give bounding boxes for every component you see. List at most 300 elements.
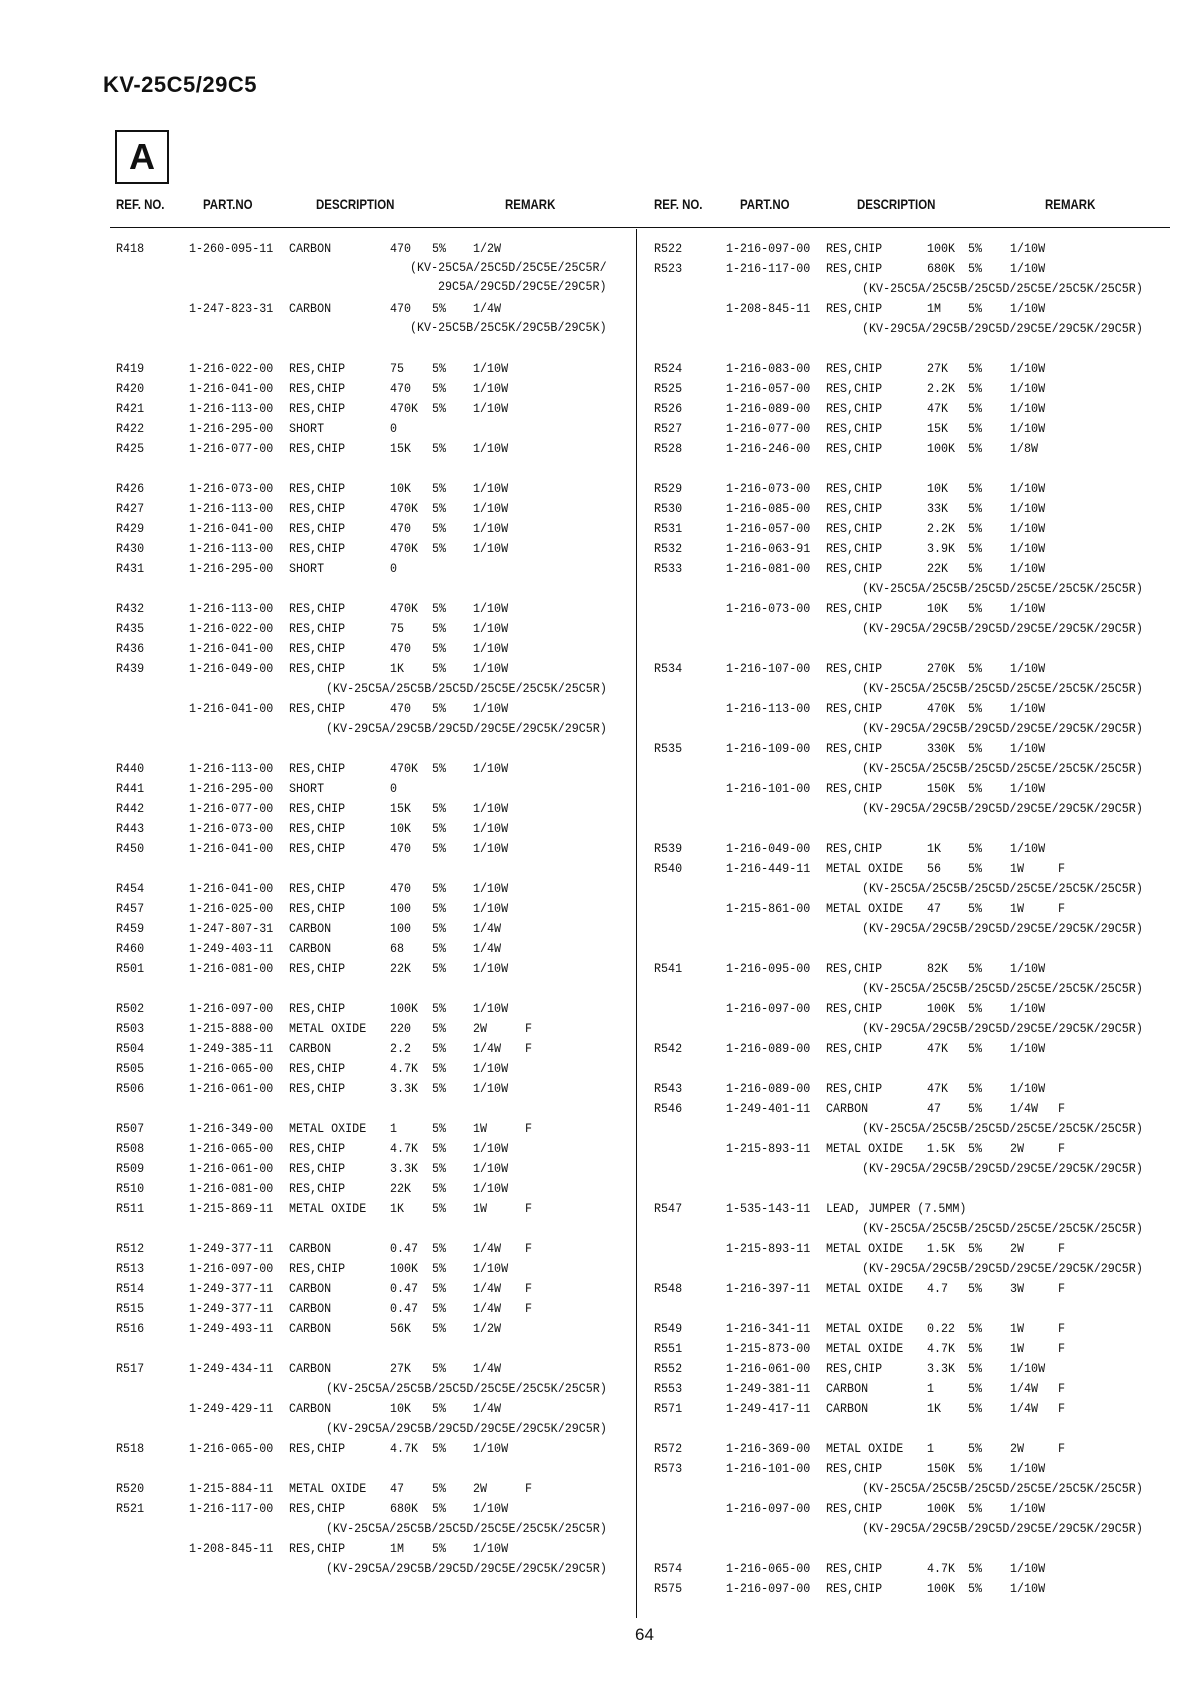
tolerance: 5% (431, 1481, 447, 1496)
tolerance: 5% (431, 901, 447, 916)
value: 82K (926, 961, 949, 976)
remark-line: (KV-25C5A/25C5B/25C5D/25C5E/25C5K/25C5R) (862, 761, 1143, 776)
part-number: 1-216-097-00 (188, 1261, 274, 1276)
remark-line: (KV-25C5A/25C5B/25C5D/25C5E/25C5K/25C5R) (326, 1381, 607, 1396)
power-rating: 1/10W (1009, 1001, 1046, 1016)
description: CARBON (288, 1361, 332, 1376)
power-rating: 1/10W (472, 761, 509, 776)
ref-number: R422 (116, 421, 145, 436)
part-number: 1-216-295-00 (188, 561, 274, 576)
tolerance: 5% (431, 361, 447, 376)
fuse-flag: F (524, 1481, 533, 1496)
description: RES,CHIP (825, 1081, 883, 1096)
value: 470 (389, 881, 412, 896)
power-rating: 1/4W (472, 921, 502, 936)
description: RES,CHIP (825, 361, 883, 376)
tolerance: 5% (431, 1281, 447, 1296)
power-rating: 1/10W (1009, 381, 1046, 396)
description: RES,CHIP (825, 381, 883, 396)
power-rating: 1/4W (472, 1041, 502, 1056)
ref-number: R503 (116, 1021, 145, 1036)
tolerance: 5% (967, 781, 983, 796)
tolerance: 5% (431, 701, 447, 716)
part-number: 1-215-893-11 (726, 1241, 811, 1256)
tolerance: 5% (431, 1321, 447, 1336)
value: 75 (389, 621, 405, 636)
tolerance: 5% (431, 301, 447, 316)
part-number: 1-216-109-00 (726, 741, 811, 756)
ref-number: R541 (654, 961, 683, 976)
tolerance: 5% (431, 621, 447, 636)
power-rating: 1/10W (472, 541, 509, 556)
power-rating: 1/10W (472, 1261, 509, 1276)
part-number: 1-215-888-00 (188, 1021, 274, 1036)
fuse-flag: F (1057, 1281, 1066, 1296)
description: CARBON (288, 1301, 332, 1316)
part-number: 1-249-403-11 (188, 941, 274, 956)
description: RES,CHIP (288, 1141, 346, 1156)
remark-line: (KV-25C5A/25C5D/25C5E/25C5R/ (410, 260, 607, 275)
value: 1.5K (926, 1241, 956, 1256)
tolerance: 5% (967, 261, 983, 276)
tolerance: 5% (967, 961, 983, 976)
remark-line: (KV-29C5A/29C5B/29C5D/29C5E/29C5K/29C5R) (326, 1561, 607, 1576)
part-number: 1-216-083-00 (726, 361, 811, 376)
tolerance: 5% (967, 1381, 983, 1396)
header-rule (110, 227, 1170, 228)
ref-number: R512 (116, 1241, 145, 1256)
ref-number: R543 (654, 1081, 683, 1096)
tolerance: 5% (431, 1541, 447, 1556)
value: 47K (926, 401, 949, 416)
tolerance: 5% (431, 661, 447, 676)
ref-number: R443 (116, 821, 145, 836)
ref-number: R507 (116, 1121, 145, 1136)
description: RES,CHIP (288, 1441, 346, 1456)
power-rating: 1/10W (1009, 501, 1046, 516)
value: 47 (926, 901, 942, 916)
power-rating: 1/10W (1009, 1041, 1046, 1056)
power-rating: 1/10W (1009, 661, 1046, 676)
part-number: 1-216-077-00 (188, 441, 274, 456)
power-rating: 1/10W (1009, 401, 1046, 416)
power-rating: 2W (472, 1021, 488, 1036)
column-header-ref: REF. NO. (116, 196, 165, 212)
description: SHORT (288, 781, 325, 796)
part-number: 1-216-061-00 (188, 1081, 274, 1096)
tolerance: 5% (967, 521, 983, 536)
part-number: 1-216-041-00 (188, 641, 274, 656)
ref-number: R508 (116, 1141, 145, 1156)
part-number: 1-216-022-00 (188, 361, 274, 376)
part-number: 1-216-246-00 (726, 441, 811, 456)
description: RES,CHIP (288, 401, 346, 416)
value: 22K (926, 561, 949, 576)
ref-number: R549 (654, 1321, 683, 1336)
ref-number: R510 (116, 1181, 145, 1196)
ref-number: R533 (654, 561, 683, 576)
value: 330K (926, 741, 956, 756)
power-rating: 1/10W (1009, 601, 1046, 616)
fuse-flag: F (1057, 861, 1066, 876)
part-number: 1-216-065-00 (726, 1561, 811, 1576)
description: RES,CHIP (288, 661, 346, 676)
ref-number: R553 (654, 1381, 683, 1396)
value: 2.2 (389, 1041, 412, 1056)
description: RES,CHIP (825, 601, 883, 616)
description: RES,CHIP (825, 661, 883, 676)
ref-number: R527 (654, 421, 683, 436)
power-rating: 1/10W (1009, 361, 1046, 376)
remark-line: (KV-29C5A/29C5B/29C5D/29C5E/29C5K/29C5R) (326, 1421, 607, 1436)
tolerance: 5% (967, 561, 983, 576)
value: 220 (389, 1021, 412, 1036)
part-number: 1-216-022-00 (188, 621, 274, 636)
tolerance: 5% (967, 741, 983, 756)
value: 470K (389, 541, 419, 556)
part-number: 1-216-081-00 (188, 1181, 274, 1196)
power-rating: 2W (472, 1481, 488, 1496)
tolerance: 5% (967, 1101, 983, 1116)
fuse-flag: F (524, 1301, 533, 1316)
power-rating: 1/4W (1009, 1381, 1039, 1396)
power-rating: 1W (1009, 901, 1025, 916)
power-rating: 2W (1009, 1141, 1025, 1156)
ref-number: R528 (654, 441, 683, 456)
value: 15K (926, 421, 949, 436)
power-rating: 1/10W (472, 361, 509, 376)
column-header-remark-right: REMARK (1045, 196, 1096, 212)
value: 150K (926, 1461, 956, 1476)
ref-number: R573 (654, 1461, 683, 1476)
description: RES,CHIP (825, 481, 883, 496)
power-rating: 1/10W (472, 1181, 509, 1196)
fuse-flag: F (1057, 1401, 1066, 1416)
fuse-flag: F (1057, 901, 1066, 916)
tolerance: 5% (967, 1281, 983, 1296)
value: 470K (389, 401, 419, 416)
tolerance: 5% (431, 941, 447, 956)
part-number: 1-216-107-00 (726, 661, 811, 676)
tolerance: 5% (431, 921, 447, 936)
tolerance: 5% (431, 1081, 447, 1096)
ref-number: R419 (116, 361, 145, 376)
power-rating: 1/10W (472, 381, 509, 396)
value: 10K (389, 1401, 412, 1416)
tolerance: 5% (431, 1201, 447, 1216)
part-number: 1-215-861-00 (726, 901, 811, 916)
fuse-flag: F (524, 1021, 533, 1036)
tolerance: 5% (967, 241, 983, 256)
power-rating: 1/10W (472, 961, 509, 976)
tolerance: 5% (431, 761, 447, 776)
value: 1K (926, 841, 942, 856)
ref-number: R440 (116, 761, 145, 776)
power-rating: 1/10W (1009, 1461, 1046, 1476)
tolerance: 5% (431, 841, 447, 856)
description: RES,CHIP (825, 961, 883, 976)
part-number: 1-247-807-31 (188, 921, 274, 936)
ref-number: R432 (116, 601, 145, 616)
ref-number: R530 (654, 501, 683, 516)
part-number: 1-247-823-31 (188, 301, 274, 316)
description: CARBON (288, 1041, 332, 1056)
remark-line: (KV-25C5A/25C5B/25C5D/25C5E/25C5K/25C5R) (326, 1521, 607, 1536)
remark-line: (KV-29C5A/29C5B/29C5D/29C5E/29C5K/29C5R) (862, 1021, 1143, 1036)
power-rating: 1/4W (472, 1241, 502, 1256)
tolerance: 5% (431, 521, 447, 536)
power-rating: 1/10W (1009, 561, 1046, 576)
description: METAL OXIDE (825, 1321, 904, 1336)
tolerance: 5% (967, 481, 983, 496)
fuse-flag: F (524, 1241, 533, 1256)
power-rating: 1/10W (472, 441, 509, 456)
column-divider (636, 229, 637, 1618)
remark-line: (KV-29C5A/29C5B/29C5D/29C5E/29C5K/29C5R) (862, 621, 1143, 636)
description: RES,CHIP (825, 1041, 883, 1056)
ref-number: R516 (116, 1321, 145, 1336)
description: RES,CHIP (288, 621, 346, 636)
part-number: 1-216-061-00 (726, 1361, 811, 1376)
column-header-description-right: DESCRIPTION (857, 196, 936, 212)
tolerance: 5% (967, 1441, 983, 1456)
value: 470 (389, 241, 412, 256)
value: 27K (389, 1361, 412, 1376)
part-number: 1-215-869-11 (188, 1201, 274, 1216)
description: RES,CHIP (288, 501, 346, 516)
tolerance: 5% (967, 1081, 983, 1096)
description: RES,CHIP (288, 1001, 346, 1016)
tolerance: 5% (431, 1021, 447, 1036)
description: CARBON (288, 1281, 332, 1296)
description: RES,CHIP (825, 261, 883, 276)
value: 100K (389, 1261, 419, 1276)
value: 22K (389, 961, 412, 976)
part-number: 1-216-117-00 (726, 261, 811, 276)
part-number: 1-249-381-11 (726, 1381, 811, 1396)
remark-line: (KV-25C5A/25C5B/25C5D/25C5E/25C5K/25C5R) (862, 681, 1143, 696)
value: 150K (926, 781, 956, 796)
tolerance: 5% (967, 601, 983, 616)
part-number: 1-216-057-00 (726, 381, 811, 396)
power-rating: 1/10W (472, 401, 509, 416)
part-number: 1-216-295-00 (188, 781, 274, 796)
part-number: 1-215-893-11 (726, 1141, 811, 1156)
tolerance: 5% (431, 1181, 447, 1196)
tolerance: 5% (431, 821, 447, 836)
description: RES,CHIP (288, 961, 346, 976)
value: 4.7K (926, 1561, 956, 1576)
description: CARBON (825, 1101, 869, 1116)
power-rating: 1/10W (472, 1541, 509, 1556)
description: CARBON (288, 301, 332, 316)
value: 0 (389, 561, 398, 576)
description: RES,CHIP (288, 521, 346, 536)
ref-number: R515 (116, 1301, 145, 1316)
tolerance: 5% (967, 1561, 983, 1576)
ref-number: R439 (116, 661, 145, 676)
section-label: A (115, 130, 169, 184)
tolerance: 5% (967, 421, 983, 436)
part-number: 1-216-041-00 (188, 841, 274, 856)
power-rating: 2W (1009, 1441, 1025, 1456)
column-header-ref-right: REF. NO. (654, 196, 703, 212)
part-number: 1-249-377-11 (188, 1301, 274, 1316)
part-number: 1-216-295-00 (188, 421, 274, 436)
description: RES,CHIP (288, 841, 346, 856)
value: 2.2K (926, 521, 956, 536)
ref-number: R514 (116, 1281, 145, 1296)
ref-number: R460 (116, 941, 145, 956)
description: RES,CHIP (825, 1581, 883, 1596)
part-number: 1-260-095-11 (188, 241, 274, 256)
tolerance: 5% (967, 1581, 983, 1596)
part-number: 1-216-041-00 (188, 381, 274, 396)
value: 47K (926, 1081, 949, 1096)
ref-number: R459 (116, 921, 145, 936)
fuse-flag: F (1057, 1101, 1066, 1116)
remark-line: (KV-25C5A/25C5B/25C5D/25C5E/25C5K/25C5R) (862, 281, 1143, 296)
part-number: 1-216-113-00 (188, 541, 274, 556)
part-number: 1-216-097-00 (188, 1001, 274, 1016)
ref-number: R431 (116, 561, 145, 576)
column-header-description: DESCRIPTION (316, 196, 395, 212)
description: CARBON (288, 1321, 332, 1336)
part-number: 1-216-073-00 (188, 821, 274, 836)
remark-line: (KV-29C5A/29C5B/29C5D/29C5E/29C5K/29C5R) (862, 1261, 1143, 1276)
fuse-flag: F (1057, 1241, 1066, 1256)
ref-number: R518 (116, 1441, 145, 1456)
power-rating: 1/10W (1009, 1581, 1046, 1596)
remark-line: (KV-29C5A/29C5B/29C5D/29C5E/29C5K/29C5R) (862, 321, 1143, 336)
description: METAL OXIDE (825, 1241, 904, 1256)
fuse-flag: F (524, 1281, 533, 1296)
remark-line: (KV-29C5A/29C5B/29C5D/29C5E/29C5K/29C5R) (862, 801, 1143, 816)
power-rating: 1/10W (1009, 1561, 1046, 1576)
part-number: 1-208-845-11 (726, 301, 811, 316)
power-rating: 1/4W (472, 1361, 502, 1376)
description: RES,CHIP (288, 1081, 346, 1096)
value: 1K (389, 1201, 405, 1216)
power-rating: 1/10W (472, 841, 509, 856)
ref-number: R539 (654, 841, 683, 856)
description: RES,CHIP (825, 1561, 883, 1576)
remark-line: (KV-25C5A/25C5B/25C5D/25C5E/25C5K/25C5R) (862, 981, 1143, 996)
description: CARBON (288, 1401, 332, 1416)
value: 1M (389, 1541, 405, 1556)
value: 15K (389, 801, 412, 816)
power-rating: 1/10W (1009, 481, 1046, 496)
part-number: 1-249-429-11 (188, 1401, 274, 1416)
part-number: 1-216-073-00 (726, 601, 811, 616)
ref-number: R548 (654, 1281, 683, 1296)
part-number: 1-208-845-11 (188, 1541, 274, 1556)
part-number: 1-216-089-00 (726, 1081, 811, 1096)
remark-line: (KV-29C5A/29C5B/29C5D/29C5E/29C5K/29C5R) (862, 1521, 1143, 1536)
part-number: 1-216-089-00 (726, 401, 811, 416)
description: RES,CHIP (288, 1261, 346, 1276)
ref-number: R532 (654, 541, 683, 556)
power-rating: 1/10W (472, 661, 509, 676)
power-rating: 1/10W (1009, 421, 1046, 436)
tolerance: 5% (431, 1361, 447, 1376)
description: RES,CHIP (288, 1501, 346, 1516)
power-rating: 1/10W (472, 601, 509, 616)
ref-number: R509 (116, 1161, 145, 1176)
value: 470 (389, 701, 412, 716)
part-number: 1-216-049-00 (188, 661, 274, 676)
power-rating: 1/10W (472, 701, 509, 716)
description: RES,CHIP (825, 1361, 883, 1376)
tolerance: 5% (967, 1321, 983, 1336)
part-number: 1-216-081-00 (726, 561, 811, 576)
description: METAL OXIDE (288, 1021, 367, 1036)
ref-number: R534 (654, 661, 683, 676)
description: CARBON (288, 941, 332, 956)
description: METAL OXIDE (288, 1201, 367, 1216)
part-number: 1-216-101-00 (726, 781, 811, 796)
power-rating: 1/10W (1009, 241, 1046, 256)
ref-number: R425 (116, 441, 145, 456)
value: 3.9K (926, 541, 956, 556)
tolerance: 5% (967, 1241, 983, 1256)
power-rating: 1/10W (472, 1061, 509, 1076)
part-number: 1-215-884-11 (188, 1481, 274, 1496)
tolerance: 5% (967, 361, 983, 376)
power-rating: 1/10W (1009, 1081, 1046, 1096)
part-number: 1-216-065-00 (188, 1061, 274, 1076)
ref-number: R457 (116, 901, 145, 916)
value: 22K (389, 1181, 412, 1196)
power-rating: 1/10W (1009, 741, 1046, 756)
tolerance: 5% (431, 1401, 447, 1416)
description: RES,CHIP (288, 701, 346, 716)
part-number: 1-216-397-11 (726, 1281, 811, 1296)
remark-line: (KV-29C5A/29C5B/29C5D/29C5E/29C5K/29C5R) (862, 921, 1143, 936)
remark-line: (KV-25C5A/25C5B/25C5D/25C5E/25C5K/25C5R) (326, 681, 607, 696)
part-number: 1-249-385-11 (188, 1041, 274, 1056)
power-rating: 1/10W (1009, 841, 1046, 856)
value: 1 (926, 1381, 935, 1396)
description: RES,CHIP (288, 881, 346, 896)
value: 680K (389, 1501, 419, 1516)
value: 10K (926, 481, 949, 496)
power-rating: 1W (1009, 1321, 1025, 1336)
ref-number: R542 (654, 1041, 683, 1056)
description: RES,CHIP (825, 501, 883, 516)
part-number: 1-216-113-00 (726, 701, 811, 716)
description: RES,CHIP (825, 1461, 883, 1476)
description: METAL OXIDE (825, 861, 904, 876)
value: 1 (926, 1441, 935, 1456)
power-rating: 1/10W (472, 901, 509, 916)
part-number: 1-216-369-00 (726, 1441, 811, 1456)
value: 100K (389, 1001, 419, 1016)
power-rating: 1/4W (472, 1301, 502, 1316)
description: RES,CHIP (288, 821, 346, 836)
part-number: 1-216-081-00 (188, 961, 274, 976)
tolerance: 5% (431, 1501, 447, 1516)
value: 47K (926, 1041, 949, 1056)
value: 100K (926, 241, 956, 256)
value: 470 (389, 841, 412, 856)
remark-line: 29C5A/29C5D/29C5E/29C5R) (438, 279, 607, 294)
value: 470K (389, 601, 419, 616)
tolerance: 5% (431, 1261, 447, 1276)
value: 75 (389, 361, 405, 376)
ref-number: R522 (654, 241, 683, 256)
part-number: 1-216-041-00 (188, 701, 274, 716)
